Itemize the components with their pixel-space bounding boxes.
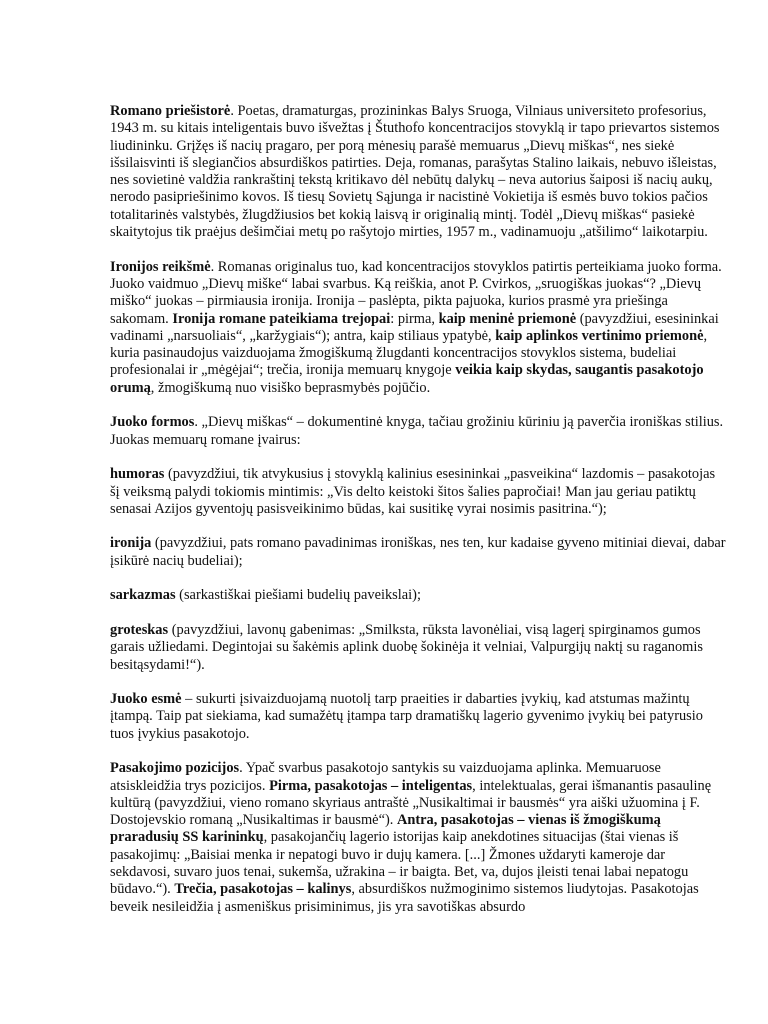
bold-text-run: Trečia, pasakotojas – kalinys (174, 881, 352, 898)
bold-text-run: veikia kaip skydas, saugantis pasakotojo orumą (110, 362, 704, 396)
para-pasakojimo-pozicijos (110, 760, 728, 916)
para-juoko-esme (110, 691, 728, 743)
text-run: . Romanas originalus tuo, kad koncentracijos stovyklos patirtis perteikiama juoko forma. Juoko vaidmuo „Dievų miške“ labai svarbus. Ką reiškia, anot P. Cvirkos, „sruogiškas juokas“? „Dievų miško“ juokas – pirmiausia ironija. Ironija – paslėpta, pikta pajuoka, kurios prasmė yra priešinga sakomam. (110, 258, 722, 327)
bold-text-run: Pirma, pasakotojas – inteligentas (269, 777, 473, 794)
para-humoras (110, 466, 728, 518)
bold-text-run: Juoko esmė (110, 691, 182, 708)
text-run: . „Dievų miškas“ – dokumentinė knyga, tačiau grožiniu kūriniu ją paverčia ironiškas stilius. Juokas memuarų romane įvairus: (110, 414, 724, 448)
para-ironijos-reiksme (110, 259, 728, 397)
para-sarkazmas (110, 587, 728, 604)
bold-text-run: kaip meninė priemonė (438, 310, 577, 327)
bold-text-run: ironija (110, 535, 152, 552)
bold-text-run: humoras (110, 466, 165, 483)
bold-text-run: Pasakojimo pozicijos (110, 760, 240, 777)
text-run: , žmogiškumą nuo visiško beprasmybės pojūčio. (150, 379, 431, 396)
document-body (110, 103, 728, 916)
text-run: , pasakojančių lagerio istorijas kaip anekdotines situacijas (štai vienas iš pasakojimų: „Baisiai menka ir nepatogi buvo ir dujų kamera. [...] Žmones uždaryti kameroje dar sekdavosi, suvaro juos tenai, sukemša, užrakina – ir baigta. Bet, va, dujos įleisti tenai labai nepatogu būdavo.“). (110, 829, 689, 898)
bold-text-run: Ironijos reikšmė (110, 258, 211, 275)
text-run: (pavyzdžiui, esesininkai vadinami „narsuoliais“, „karžygiais“); antra, kaip stiliaus ypatybė, (110, 310, 719, 344)
text-run: , absurdiškos nužmoginimo sistemos liudytojas. Pasakotojas beveik nesileidžia į asmeniškus prisiminimus, jis yra savotiškas absurdo (110, 881, 699, 915)
text-run: , intelektualas, gerai išmanantis pasaulinę kultūrą (pavyzdžiui, vieno romano skyriaus antraštė „Nusikaltimai ir bausmės“ yra aiški užuomina į F. Dostojevskio romaną „Nusikaltimas ir bausmė“). (110, 777, 712, 829)
bold-text-run: Antra, pasakotojas – vienas iš žmogiškumą praradusių SS karininkų (110, 812, 661, 846)
para-groteskas (110, 622, 728, 674)
text-run: . Poetas, dramaturgas, prozininkas Balys Sruoga, Vilniaus universiteto profesorius, 1943 m. su kitais inteligentais buvo išvežtas į Štuthofo koncentracijos stovyklą ir tapo prievartos sistemos liudininku. Grįžęs iš nacių pragaro, per porą mėnesių parašė memuarus „Dievų miškas“, nes siekė išsilaisvinti iš slegiančios absurdiškos patirties. Deja, romanas, parašytas Stalino laikais, nebuvo išleistas, nes sovietinė valdžia rankraštinį tekstą kritikavo dėl nebūtų dalykų – neva autorius šaiposi iš nacių aukų, nerodo pasipriešinimo kovos. Iš tiesų Sovietų Sąjunga ir nacistinė Vokietija iš esmės buvo tokios pačios totalitarinės valstybės, žlugdžiusios bet kokią laisvą ir originalią mintį. Todėl „Dievų miškas“ pasiekė skaitytojus tik praėjus dešimčiai metų po rašytojo mirties, 1957 m., vadinamuoju „atšilimo“ laikotarpiu. (110, 103, 720, 241)
para-ironija (110, 535, 728, 570)
bold-text-run: groteskas (110, 621, 169, 638)
bold-text-run: kaip aplinkos vertinimo priemonė (495, 327, 704, 344)
text-run: (pavyzdžiui, tik atvykusius į stovyklą kalinius esesininkai „pasveikina“ lazdomis – pasakotojas šį veiksmą palydi tokiomis mintimis: „Vis delto keistoki šitos šalies papročiai! Man jau geriau patiktų senasai Azijos gyventojų pasisveikinimo būdas, kai susitikę vyrai nosimis pasitrina.“); (110, 466, 716, 517)
text-run: : pirma, (390, 310, 439, 327)
text-run: – sukurti įsivaizduojamą nuotolį tarp praeities ir dabarties įvykių, kad atstumas mažintų įtampą. Taip pat siekiama, kad sumažėtų įtampa tarp dramatiškų lagerio gyvenimo įvykių bei patyrusio tuos įvykius pasakotojo. (110, 691, 703, 742)
bold-text-run: Juoko formos (110, 414, 195, 431)
text-run: (pavyzdžiui, lavonų gabenimas: „Smilksta, rūksta lavonėliai, visą lagerį spirginamos gumos garais užliedami. Degintojai su šakėmis aplink duobę šokinėja it velniai, Valpurgijų naktį su raganomis besitąsydami!“). (110, 621, 703, 673)
bold-text-run: Ironija romane pateikiama trejopai (172, 310, 391, 327)
bold-text-run: Romano priešistorė (110, 103, 231, 119)
text-run: (sarkastiškai piešiami budelių paveikslai); (175, 587, 421, 604)
para-juoko-formos (110, 414, 728, 449)
text-run: . Ypač svarbus pasakotojo santykis su vaizduojama aplinka. Memuaruose atsiskleidžia trys pozicijos. (110, 760, 661, 794)
text-run: (pavyzdžiui, pats romano pavadinimas ironiškas, nes ten, kur kadaise gyveno mitiniai dievai, dabar įsikūrė nacių budeliai); (110, 535, 726, 569)
para-romano-priesistore (110, 103, 728, 241)
text-run: , kuria pasinaudojus vaizduojama žmogiškumą žlugdanti koncentracijos stovyklos sistema, budeliai profesionalai ir „mėgėjai“; trečia, ironija memuarų knygoje (110, 327, 708, 379)
bold-text-run: sarkazmas (110, 587, 176, 604)
